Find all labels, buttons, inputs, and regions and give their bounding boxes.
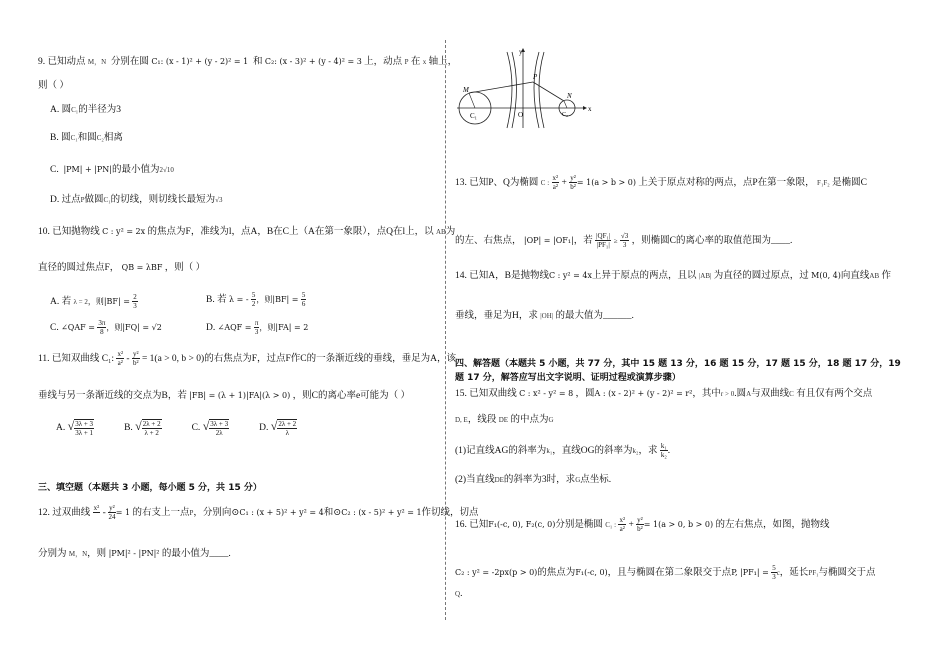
q14-text-d: 向直线 — [840, 271, 870, 281]
q13-plus: + — [561, 178, 567, 188]
q11-text-a: 11. 已知双曲线 C₁: — [38, 354, 115, 364]
q12-line2-text: 分别为 — [38, 549, 67, 559]
q11-minus: - — [126, 354, 130, 364]
q9-line1 — [38, 56, 457, 68]
q10-text-c: 为 — [445, 227, 456, 237]
q16-plus: + — [628, 520, 634, 530]
option-b-c1: C₁ — [70, 134, 78, 142]
frac-num: 2 — [133, 293, 137, 302]
frac-den: 3 — [133, 302, 137, 311]
frac-num: x² — [117, 350, 124, 359]
q12-minus: - — [102, 508, 106, 518]
q10-qb: QB = λBF — [121, 263, 163, 272]
segment-pn — [533, 82, 564, 101]
q15-line1 — [455, 388, 872, 400]
frac-num: x² — [93, 504, 100, 513]
option-d-tail: 的切线，则切线长最短为 — [110, 195, 216, 205]
q10-d-cond: ∠AQF = — [217, 323, 252, 332]
q12-y-frac — [108, 504, 116, 521]
q11-line2-tail: ，则C的离心率e可能为（ ） — [292, 391, 411, 401]
q15-p2-text-c: 点坐标. — [580, 475, 612, 485]
q11-x-frac — [116, 350, 124, 367]
frac-den: k₂ — [660, 451, 667, 460]
frac-den: b² — [132, 359, 139, 368]
frac-den: 24 — [108, 513, 116, 522]
q16-text-b: 分别是椭圆 — [555, 520, 603, 530]
option-a-c: C₁ — [71, 106, 79, 114]
q16-line3 — [455, 588, 462, 600]
q12-c2: C₂ : (x - 5)² + y² = 1 — [341, 508, 422, 517]
q16-y-frac — [636, 516, 644, 533]
q16-line1 — [455, 516, 829, 534]
frac-num: 3π — [98, 319, 106, 328]
frac-num: 3λ + 3 — [210, 419, 229, 428]
q16-pf1: PF₁ — [808, 569, 819, 577]
q14-line1 — [455, 270, 891, 282]
q10-line1 — [38, 226, 455, 238]
q9-circle-c1: C₁: (x - 1)² + (y - 2)² = 1 — [151, 57, 249, 66]
c2-label: C₂ — [562, 112, 569, 118]
sqrt-frac — [74, 419, 94, 437]
q14-line2-tail: 的最大值为______. — [555, 311, 634, 321]
q16-line2-text-b: 的焦点为 — [537, 568, 576, 578]
q13-x-frac — [552, 174, 560, 191]
q10-option-c — [50, 318, 162, 338]
q13-ratio-frac — [595, 232, 611, 249]
q10-c-text: C. — [50, 323, 59, 333]
q10-c-tail: ，则|FQ| = √2 — [106, 323, 162, 332]
q16-f1: F₁(-c, 0) — [575, 568, 608, 577]
q12-text-c: ，分别向⊙ — [193, 508, 240, 518]
frac-num: 5 — [772, 564, 776, 573]
q13-c: C : — [540, 179, 550, 187]
q16-dot: . — [460, 589, 463, 599]
q15-text-d: .圆 — [734, 389, 747, 399]
frac-den — [93, 513, 101, 521]
q15-de-points: D, E — [455, 416, 468, 424]
q13-line2 — [455, 232, 792, 250]
frac-den: 2λ — [215, 428, 223, 437]
q16-text-a: 16. 已知 — [455, 520, 489, 530]
q15-text-a: 15. 已知双曲线 — [455, 389, 517, 399]
q11-fb: |FB| = (λ + 1)|FA|(λ > 0) — [189, 391, 291, 400]
frac-num: √3 — [620, 232, 629, 241]
q13-text-c: 是椭圆C — [832, 178, 867, 188]
o-label: O — [518, 111, 524, 119]
q15-line2-tail: 的中点为 — [510, 415, 549, 425]
q10-line2 — [38, 262, 205, 274]
q10-c-frac — [97, 319, 106, 336]
q12-p: P — [189, 509, 194, 517]
q12-text-a: 12. 过双曲线 — [38, 508, 91, 518]
q14-parabola: C : y² = 4x — [548, 271, 592, 280]
q10-a-text: A. 若 — [50, 297, 72, 307]
sqrt-sign: √ — [67, 419, 75, 433]
frac-den: 3 — [254, 328, 259, 337]
sqrt-sign: √ — [270, 419, 278, 433]
q15-p1-text-b: ，直线OG的斜率为 — [552, 446, 633, 456]
q10-b-frac — [301, 291, 307, 308]
q15-p1-dot: . — [667, 446, 671, 456]
q15-de: DE — [498, 416, 509, 424]
option-c-val: 2√10 — [159, 166, 174, 174]
c1-label: C₁ — [470, 112, 478, 120]
frac-num: π — [254, 319, 259, 328]
q9-option-a — [50, 104, 121, 116]
option-label: C. — [191, 423, 201, 433]
q11-line1 — [38, 350, 456, 368]
q14-text-e: 作 — [881, 271, 892, 281]
y-label: y — [519, 48, 523, 56]
q12-text-d: 和⊙ — [323, 508, 342, 518]
frac-num: 5 — [251, 291, 256, 300]
q15-a: A — [746, 390, 752, 398]
option-a-tail: 的半径为3 — [78, 105, 121, 115]
p-label: P — [533, 73, 538, 81]
geometry-figure — [455, 46, 595, 130]
q15-part1 — [455, 442, 670, 460]
frac-den: 6 — [301, 300, 306, 309]
q13-op: |OP| = |OF₁| — [523, 236, 574, 245]
hyperbola-left-inner — [512, 52, 517, 128]
q16-line2 — [455, 564, 876, 582]
q9-text-c: 上，动点 — [364, 57, 403, 67]
q16-eq: = 1(a > 0, b > 0) — [643, 520, 714, 529]
frac-num: |QF₁| — [596, 232, 611, 241]
frac-num: 3λ + 3 — [75, 419, 94, 428]
q16-line2-text-d: ，延长 — [779, 568, 809, 578]
frac-den: a² — [552, 183, 558, 192]
frac-num: y² — [637, 516, 643, 525]
q14-ab2: AB — [869, 272, 880, 280]
m-label: M — [463, 86, 469, 94]
q11-option-b — [124, 414, 162, 440]
frac-num: 2λ + 2 — [278, 419, 297, 428]
q13-line2-mid: ，若 — [573, 236, 593, 246]
q15-p1-text-c: ，求 — [638, 446, 658, 456]
q15-p2-de: DE — [494, 476, 504, 484]
x-axis-arrow — [583, 106, 587, 110]
option-label: D. — [259, 423, 269, 433]
q15-k1: k₁ — [546, 447, 553, 455]
q13-eq: = 1(a > b > 0) — [576, 178, 636, 187]
q16-line2-text-c: ，且与椭圆在第二象限交于点 — [607, 568, 732, 578]
frac-den: 2 — [251, 300, 256, 309]
q13-ge: ≥ — [613, 237, 618, 245]
q12-text-b: 的右支上一点 — [132, 508, 190, 518]
frac-num: y² — [109, 504, 115, 513]
sqrt-frac — [209, 419, 229, 437]
q14-m: M(0, 4) — [811, 271, 841, 280]
frac-num: y² — [570, 174, 576, 183]
q14-text-c: 为直径的圆过原点，过 — [713, 271, 809, 281]
n-label: N — [567, 92, 572, 100]
q11-line2-text: 垂线与另一条渐近线的交点为B，若 — [38, 391, 187, 401]
q11-text-b: = 1(a > 0, b > 0)的右焦点为F，过点F作C的一条渐近线的垂线，垂足为A，该 — [141, 354, 456, 364]
q15-k2: k₂ — [632, 447, 639, 455]
q10-text-a: 10. 已知抛物线 — [38, 227, 100, 237]
q12-line1 — [38, 504, 479, 522]
q11-y-frac — [132, 350, 140, 367]
q9-p: P — [404, 58, 409, 66]
q12-expr: |PM|² - |PN|² — [108, 549, 160, 558]
q16-q: Q — [455, 590, 461, 598]
q9-option-d — [50, 194, 223, 206]
q12-eq: = 1 — [115, 508, 131, 517]
option-b-c2: C₂ — [96, 134, 104, 142]
q9-text: 9. 已知动点 — [38, 57, 86, 67]
sqrt-sign: √ — [135, 419, 142, 433]
q13-sqrt-frac — [620, 232, 629, 249]
q14-text-b: 上异于原点的两点，且以 — [591, 271, 697, 281]
option-d-p: P — [80, 196, 85, 204]
option-c-expr: |PM| + |PN| — [63, 165, 112, 174]
q13-line2-tail: ，则椭圆C的离心率的取值范围为____. — [631, 236, 793, 246]
q15-c: C — [789, 390, 794, 398]
q12-line2-tail: 的最小值为____. — [161, 549, 231, 559]
q9-option-c — [50, 164, 174, 176]
hyperbola-left-outer — [507, 52, 512, 128]
option-b-tail: 相离 — [103, 133, 123, 143]
q10-option-b — [206, 290, 306, 310]
hyperbola-right-outer — [539, 52, 544, 128]
section-4-heading-line2: 题 17 分，解答应写出文字说明、证明过程或演算步骤） — [455, 373, 681, 383]
q16-pf-len: P, |PF₁| = — [731, 568, 769, 577]
q15-text-f: 有且仅有两个交点 — [796, 389, 873, 399]
q10-option-a — [50, 292, 138, 312]
frac-den: 3 — [772, 573, 776, 582]
frac-den: b² — [637, 525, 643, 534]
option-d-c: C₁ — [103, 196, 111, 204]
q12-c1: C₁ : (x + 5)² + y² = 4 — [239, 508, 324, 517]
section-3-heading: 三、填空题（本题共 3 小题，每小题 5 分，共 15 分） — [38, 483, 262, 493]
section-4-heading-line1: 四、解答题（本题共 5 小题，共 77 分，其中 15 题 13 分，16 题 15 分，17 题 15 分，18 题 17 分，19 — [455, 359, 901, 369]
q15-text-e: 与双曲线 — [751, 389, 790, 399]
frac-den: a² — [619, 525, 625, 534]
q16-parabola: C₂ : y² = -2px(p > 0) — [455, 568, 538, 577]
q13-text-b: 上关于原点对称的两点，点P在第一象限， — [638, 178, 815, 188]
q10-parabola: C : y² = 2x — [102, 227, 146, 236]
q9-text-b: 分别在圆 — [110, 57, 149, 67]
q12-line2 — [38, 548, 231, 560]
q15-text-c: ，其中 — [692, 389, 721, 399]
q10-b-tail: ，则|BF| = — [256, 295, 299, 304]
option-b-mid: 和圆 — [77, 133, 97, 143]
q14-line2-text: 垂线，垂足为H，求 — [455, 311, 538, 321]
frac-num: k₁ — [660, 442, 667, 451]
q16-text-d: 的左右焦点，如图，抛物线 — [715, 520, 830, 530]
q15-p2-text-b: 的斜率为3时，求 — [503, 475, 576, 485]
frac-den: a² — [117, 359, 123, 368]
q9-and: 和 — [252, 57, 263, 67]
q9-circle-c2: C₂: (x - 3)² + (y - 4)² = 3 — [264, 57, 362, 66]
q9-mn: M，N — [87, 58, 107, 66]
sqrt-sign: √ — [202, 419, 210, 433]
q15-line2 — [455, 414, 554, 426]
option-b-text: B. 圆 — [50, 133, 71, 143]
option-c-tail: 的最小值为 — [112, 165, 160, 175]
option-d-text: D. 过点 — [50, 195, 81, 205]
q15-g: G — [548, 416, 554, 424]
q16-foci: F₁(-c, 0), F₂(c, 0) — [488, 520, 556, 529]
q13-text-a: 13. 已知P、Q为椭圆 — [455, 178, 539, 188]
option-d-mid: 做圆 — [84, 195, 104, 205]
q10-a-tail: ，则|BF| = — [87, 297, 130, 306]
q12-line2-mid: ，则 — [87, 549, 107, 559]
q9-text-e: 轴上， — [428, 57, 458, 67]
q10-line2-text: 直径的圆过焦点F， — [38, 263, 120, 273]
frac-num: x² — [552, 174, 559, 183]
frac-den: λ + 2 — [144, 428, 159, 437]
q10-d-text: D. — [206, 323, 216, 333]
q15-circle: A : (x - 2)² + (y - 2)² = r² — [594, 389, 693, 398]
q11-option-c — [192, 414, 230, 440]
hyperbola-right-inner — [534, 52, 539, 128]
q14-line2 — [455, 310, 634, 322]
q13-f2: F₂ — [823, 179, 830, 187]
q13-y-frac — [569, 174, 577, 191]
option-label: B. — [124, 423, 133, 433]
q9-text-d: 在 — [410, 57, 421, 67]
q10-a-frac — [132, 293, 138, 310]
frac-den: b² — [570, 183, 576, 192]
option-label: A. — [56, 423, 66, 433]
q10-text-b: 的焦点为F，准线为l，点A，B在C上（A在第一象限），点Q在l上，以 — [147, 227, 434, 237]
q16-c1: C₁ : — [605, 521, 617, 529]
q15-p1-text-a: (1)记直线AG的斜率为 — [455, 446, 547, 456]
q14-text-a: 14. 已知A，B是抛物线 — [455, 271, 549, 281]
option-d-val: √3 — [215, 196, 223, 204]
q15-line2-mid: ，线段 — [467, 415, 497, 425]
x-label: x — [588, 105, 592, 113]
q14-ab: |AB| — [698, 272, 712, 280]
frac-num: y² — [132, 350, 139, 359]
radius-c2 — [564, 101, 567, 108]
q12-mn: M，N — [68, 550, 88, 558]
q14-oh: |OH| — [540, 312, 554, 320]
q15-text-b: ，圆 — [575, 389, 595, 399]
q10-ab: AB — [436, 228, 446, 236]
q13-line2-text: 的左、右焦点， — [455, 236, 522, 246]
q16-c: c — [776, 569, 780, 577]
q9-x: x — [422, 58, 427, 66]
frac-num: 2λ + 2 — [142, 419, 161, 428]
q10-a-cond: λ = 2 — [73, 298, 88, 306]
q16-x-frac — [618, 516, 626, 533]
q13-line1 — [455, 174, 867, 192]
q16-line2-text-e: 与椭圆交于点 — [818, 568, 876, 578]
option-c-text: C. — [50, 165, 59, 175]
column-divider — [445, 40, 446, 620]
q11-option-d — [259, 414, 297, 440]
option-a-text: A. 圆 — [50, 105, 72, 115]
segment-pm — [469, 82, 533, 93]
q12-x-frac — [93, 504, 101, 521]
radius-c1 — [469, 93, 475, 108]
frac-den: 3λ + 1 — [75, 428, 94, 437]
q15-part2 — [455, 474, 611, 486]
frac-den: 3 — [622, 241, 627, 250]
frac-num: x² — [619, 516, 626, 525]
q15-k-frac — [660, 442, 671, 460]
q10-d-tail: ，则|FA| = 2 — [259, 323, 309, 332]
frac-den: λ — [285, 428, 289, 437]
q15-r: r > 0 — [720, 390, 735, 398]
q12-text-e: 作切线，切点 — [421, 508, 479, 518]
q15-p2-text-a: (2)当直线 — [455, 475, 495, 485]
q10-b-cond: λ = - — [228, 295, 249, 304]
q11-options — [56, 414, 327, 440]
q10-line2-tail: ，则（ ） — [164, 263, 206, 273]
q10-c-cond: ∠QAF = — [61, 323, 95, 332]
frac-den: |PF₁| — [596, 241, 610, 250]
q13-f1: F₁ — [817, 179, 824, 187]
frac-num: 5 — [301, 291, 306, 300]
q10-option-d — [206, 318, 308, 338]
q15-hyperbola: C : x² - y² = 8 — [519, 389, 574, 398]
q10-b-text: B. 若 — [206, 295, 227, 305]
frac-den: 8 — [100, 328, 104, 337]
sqrt-frac — [142, 419, 162, 437]
q9-stem2: 则（ ） — [38, 81, 69, 91]
sqrt-frac — [277, 419, 297, 437]
q11-line2 — [38, 390, 410, 402]
q9-option-b — [50, 132, 123, 144]
q11-option-a — [56, 414, 94, 440]
q15-p2-g: G — [575, 476, 581, 484]
